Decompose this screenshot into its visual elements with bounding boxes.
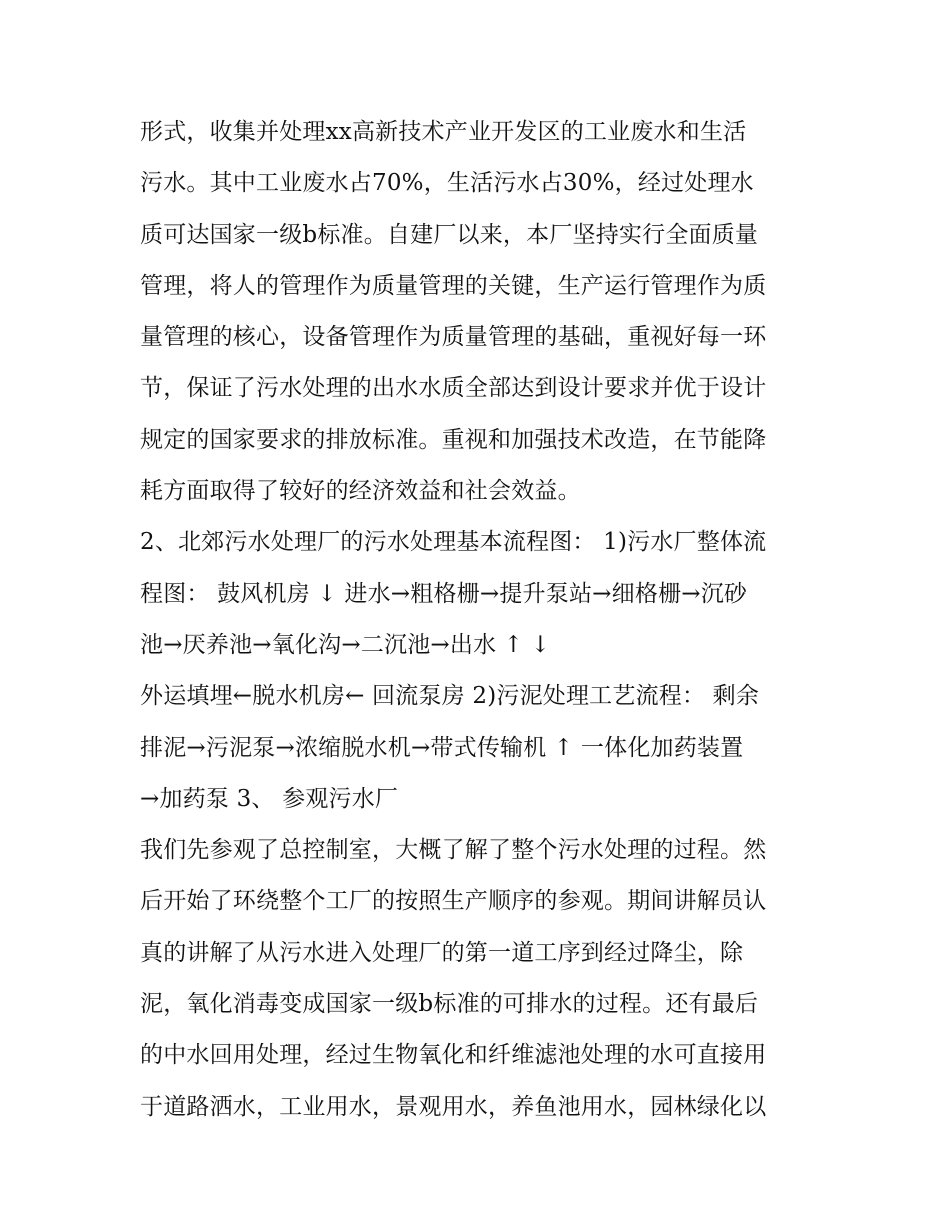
text-line: 管理，将人的管理作为质量管理的关键，生产运行管理作为质 — [140, 272, 767, 299]
text-line: 的中水回用处理，经过生物氧化和纤维滤池处理的水可直接用 — [140, 1042, 767, 1069]
text-line: 污水。其中工业废水占70%，生活污水占30%，经过处理水 — [140, 170, 754, 197]
text-line: 于道路洒水，工业用水，景观用水，养鱼池用水，园林绿化以 — [140, 1093, 767, 1120]
flowchart-line: 外运填埋←脱水机房← 回流泵房 2)污泥处理工艺流程： 剩余 — [140, 683, 760, 710]
text-line: 耗方面取得了较好的经济效益和社会效益。 — [140, 478, 581, 505]
text-line: 泥，氧化消毒变成国家一级b标准的可排水的过程。还有最后 — [140, 991, 759, 1018]
body-text — [140, 107, 815, 1133]
text-line: 规定的国家要求的排放标准。重视和加强技术改造，在节能降 — [140, 426, 767, 453]
text-line: 质可达国家一级b标准。自建厂以来，本厂坚持实行全面质量 — [140, 221, 759, 248]
text-line: 形式，收集并处理xx高新技术产业开发区的工业废水和生活 — [140, 119, 747, 145]
flowchart-line: 池→厌养池→氧化沟→二沉池→出水 ↑ ↓ — [140, 631, 551, 658]
text-line: 节，保证了污水处理的出水水质全部达到设计要求并优于设计 — [140, 375, 767, 402]
text-line: 真的讲解了从污水进入处理厂的第一道工序到经过降尘，除 — [140, 939, 744, 966]
text-line: 量管理的核心，设备管理作为质量管理的基础，重视好每一环 — [140, 324, 767, 351]
section-heading-line: 2、北郊污水处理厂的污水处理基本流程图： 1)污水厂整体流 — [140, 529, 767, 556]
text-line: 后开始了环绕整个工厂的按照生产顺序的参观。期间讲解员认 — [140, 888, 767, 915]
flowchart-line: 排泥→污泥泵→浓缩脱水机→带式传输机 ↑ 一体化加药装置 — [140, 734, 744, 761]
section-heading-line: →加药泵 3、 参观污水厂 — [140, 785, 399, 812]
flowchart-line: 程图： 鼓风机房 ↓ 进水→粗格栅→提升泵站→细格栅→沉砂 — [140, 580, 748, 607]
text-line: 我们先参观了总控制室，大概了解了整个污水处理的过程。然 — [140, 837, 767, 864]
